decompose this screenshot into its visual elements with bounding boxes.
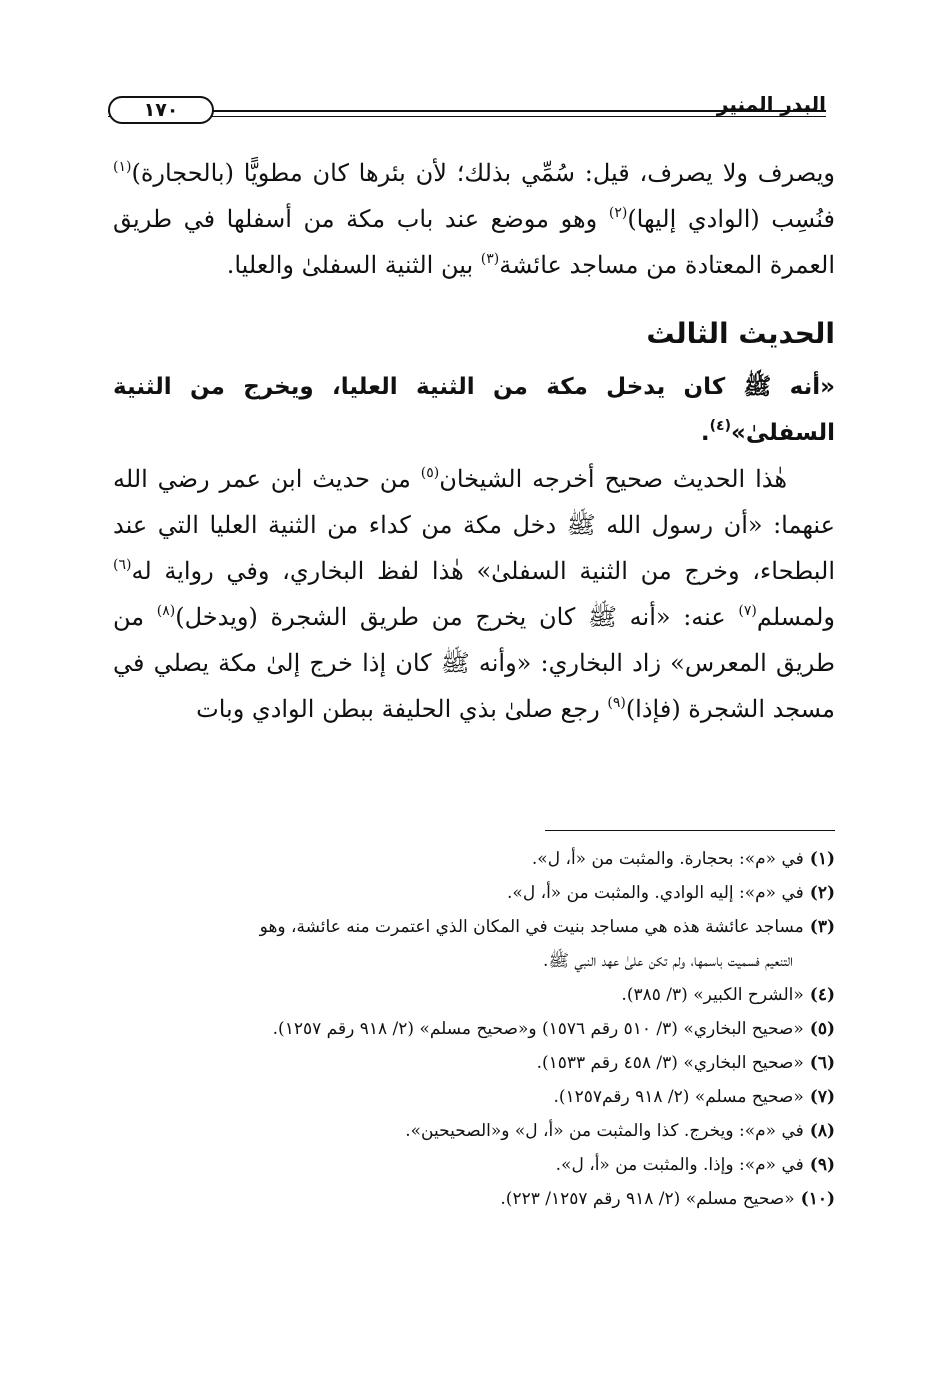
- text-segment: عنه: «أنه ﷺ كان يخرج من طريق الشجرة (ويدخل): [175, 603, 739, 631]
- footnote-number: (٤): [809, 985, 835, 1005]
- footnote-3-continued: [113, 944, 835, 978]
- hadith-text: [113, 364, 835, 456]
- footnote-text: «الشرح الكبير» (٣/ ٣٨٥).: [621, 985, 804, 1005]
- text-segment: رجع صلىٰ بذي الحليفة ببطن الوادي وبات: [196, 695, 608, 723]
- main-text: [113, 150, 835, 732]
- footnote-text: في «م»: وإذا. والمثبت من «أ، ل».: [555, 1155, 804, 1175]
- footnote-ref-7[interactable]: (٧): [738, 603, 757, 619]
- paragraph-1: [113, 150, 835, 288]
- text-segment: ويصرف ولا يصرف، قيل: سُمِّي بذلك؛ لأن بئرها كان مطويًّا: [243, 159, 835, 187]
- footnote-text: «صحيح مسلم» (٢/ ٩١٨ رقم ١٢٥٧/ ٢٢٣).: [500, 1189, 795, 1209]
- footnote-text: «صحيح البخاري» (٣/ ٤٥٨ رقم ١٥٣٣).: [536, 1053, 804, 1073]
- footnote-separator: [545, 830, 835, 831]
- page-header: [108, 88, 826, 138]
- footnote-4: [113, 978, 835, 1012]
- footnote-6: [113, 1046, 835, 1080]
- text-segment: ولمسلم: [756, 603, 835, 631]
- footnote-10: [113, 1182, 835, 1216]
- text-segment: هٰذا الحديث صحيح أخرجه الشيخان: [439, 465, 787, 493]
- footnote-ref-4[interactable]: (٤): [709, 418, 731, 434]
- footnote-text: في «م»: بحجارة. والمثبت من «أ، ل».: [531, 849, 804, 869]
- footnote-number: (٩): [809, 1155, 835, 1175]
- section-heading: الحديث الثالث: [646, 317, 835, 350]
- hadith-end: .: [700, 420, 710, 446]
- footnote-ref-3[interactable]: (٣): [480, 251, 500, 267]
- text-segment: وهو موضع عند باب مكة من أسفلها في طريق العمرة المعتادة من مساجد عائشة: [113, 205, 835, 279]
- footnote-number: (٧): [809, 1087, 835, 1107]
- text-segment: من حديث ابن عمر رضي الله عنهما: «أن رسول الله ﷺ دخل مكة من كداء من الثنية العليا التي عند البطحاء، وخرج من الثنية السفلىٰ» هٰذا لفظ البخاري، وفي رواية له: [113, 465, 835, 585]
- page-number: ١٧٠: [108, 96, 214, 124]
- text-segment: فنُسِب (الوادي إليها): [627, 205, 836, 233]
- footnote-number: (٣): [809, 917, 835, 937]
- paragraph-2: [113, 456, 835, 732]
- hadith-body: «أنه ﷺ كان يدخل مكة من الثنية العليا، ويخرج من الثنية السفلىٰ»: [113, 374, 835, 446]
- footnote-9: [113, 1148, 835, 1182]
- book-title: البدر المنير: [716, 92, 826, 116]
- footnote-ref-9[interactable]: (٩): [607, 695, 626, 711]
- footnote-ref-5[interactable]: (٥): [420, 465, 440, 481]
- footnote-number: (٨): [809, 1121, 835, 1141]
- footnote-8: [113, 1114, 835, 1148]
- text-segment: من طريق المعرس» زاد البخاري: «وأنه ﷺ كان إذا خرج إلىٰ مكة يصلي في مسجد الشجرة (فإذا): [113, 603, 835, 723]
- text-segment: بين الثنية السفلىٰ والعليا.: [226, 251, 481, 279]
- footnote-text: في «م»: إليه الوادي. والمثبت من «أ، ل».: [507, 883, 804, 903]
- footnote-number: (٦): [809, 1053, 835, 1073]
- footnote-text: مساجد عائشة هذه هي مساجد بنيت في المكان الذي اعتمرت منه عائشة، وهو: [259, 917, 804, 937]
- footnote-7: [113, 1080, 835, 1114]
- text-segment: (بالحجارة): [131, 159, 234, 187]
- footnote-number: (١): [809, 849, 835, 869]
- footnote-number: (٥): [809, 1019, 835, 1039]
- footnote-1: [113, 842, 835, 876]
- footnote-text: في «م»: ويخرج. كذا والمثبت من «أ، ل» و«الصحيحين».: [405, 1121, 804, 1141]
- footnote-ref-1[interactable]: (١): [113, 159, 132, 175]
- footnote-text: التنعيم فسميت باسمها، ولم تكن علىٰ عهد النبي ﷺ.: [543, 951, 793, 971]
- footnote-2: [113, 876, 835, 910]
- footnotes: [113, 842, 835, 1216]
- header-rule-thin: [108, 116, 826, 117]
- footnote-ref-2[interactable]: (٢): [608, 205, 628, 221]
- footnote-text: «صحيح البخاري» (٣/ ٥١٠ رقم ١٥٧٦) و«صحيح مسلم» (٢/ ٩١٨ رقم ١٢٥٧).: [272, 1019, 804, 1039]
- footnote-ref-6[interactable]: (٦): [113, 557, 132, 573]
- footnote-number: (٢): [809, 883, 835, 903]
- footnote-number: (١٠): [800, 1189, 835, 1209]
- footnote-ref-8[interactable]: (٨): [156, 603, 176, 619]
- footnote-5: [113, 1012, 835, 1046]
- footnote-3: [113, 910, 835, 944]
- footnote-text: «صحيح مسلم» (٢/ ٩١٨ رقم١٢٥٧).: [553, 1087, 804, 1107]
